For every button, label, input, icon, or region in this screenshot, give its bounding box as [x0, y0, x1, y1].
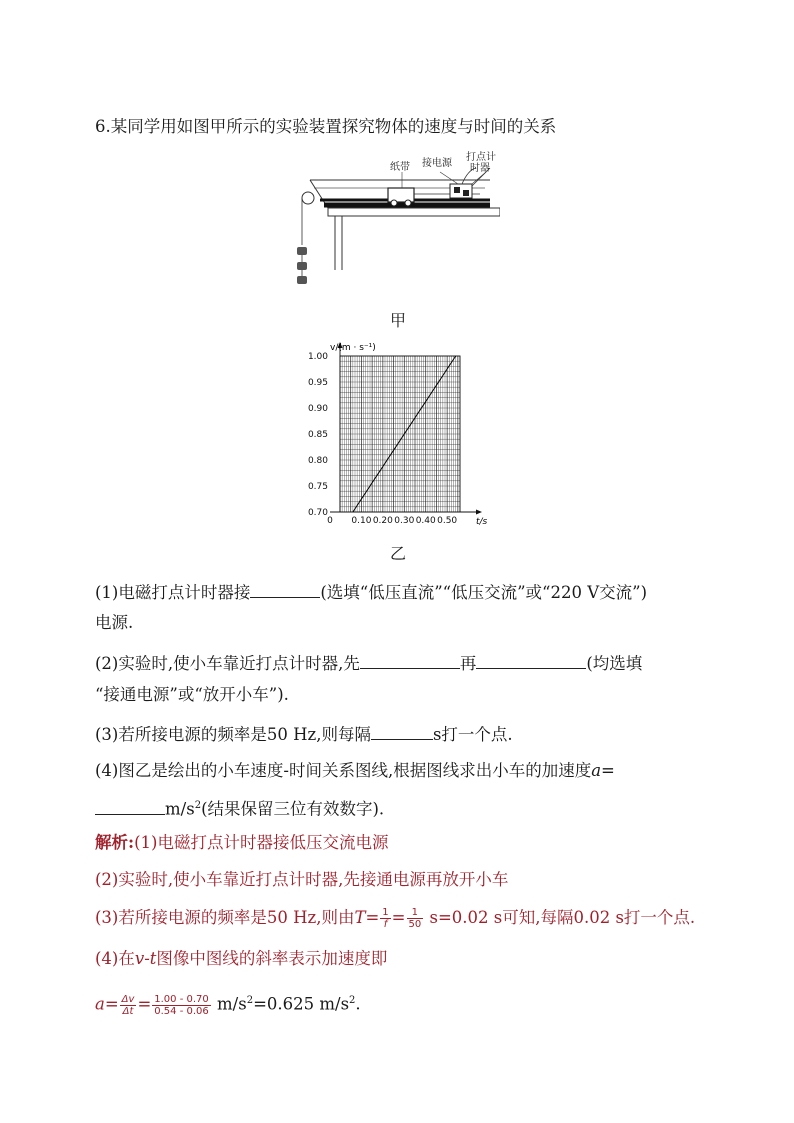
x-tick-label: 0.40 — [415, 516, 436, 526]
a4-f1-numerator: Δv — [121, 993, 135, 1005]
label-power: 接电源 — [422, 158, 452, 169]
y-tick-label: 0.75 — [307, 482, 328, 492]
chart-ylabel: v/(m · s⁻¹) — [330, 343, 376, 353]
a3-f1-denominator: f — [383, 919, 388, 930]
a3-variable: T — [354, 908, 366, 927]
a4-result: =0.625 m/s — [253, 994, 350, 1014]
a4-fraction-2 — [152, 994, 211, 1017]
question-part-4 — [95, 760, 615, 782]
x-tick-label: 0.30 — [394, 516, 415, 526]
q2-second-blank[interactable] — [476, 650, 586, 669]
timer — [450, 184, 472, 198]
a3-equals-2: = — [391, 908, 406, 927]
a4-variable-vt: v-t — [134, 949, 157, 968]
a3-f2-numerator: 1 — [407, 907, 424, 919]
x-tick-label: 0.20 — [372, 516, 393, 526]
q4-text: (4)图乙是绘出的小车速度-时间关系图线,根据图线求出小车的加速度 — [95, 761, 592, 780]
x-axis-arrow — [476, 510, 482, 515]
a4-unit-exponent: 2 — [246, 995, 254, 1006]
q3-prefix: (3)若所接电源的频率是50 Hz,则每隔 — [95, 725, 371, 744]
y-tick-label: 0.70 — [307, 508, 328, 518]
figure-b-caption: 乙 — [390, 544, 407, 563]
a3-equals-1: = — [365, 908, 380, 927]
question-part-2 — [95, 650, 642, 675]
y-tick-label: 0.85 — [307, 430, 328, 440]
q2-middle: 再 — [459, 654, 477, 673]
q4-continuation — [95, 795, 384, 821]
q1-suffix: (选填“低压直流”“低压交流”或“220 V交流”) — [320, 583, 648, 602]
a4-prefix: (4)在 — [95, 949, 135, 968]
y-tick-label: 0.80 — [307, 456, 328, 466]
label-tape: 纸带 — [390, 162, 410, 173]
x-tick-label: 0.50 — [437, 516, 458, 526]
chart-xlabel: t/s — [476, 517, 488, 527]
figure-a-caption: 甲 — [390, 311, 407, 330]
a3-fraction-1 — [380, 907, 390, 930]
a4-text: 图像中图线的斜率表示加速度即 — [156, 949, 388, 968]
x-tick-label: 0.10 — [351, 516, 372, 526]
a3-prefix: (3)若所接电源的频率是50 Hz,则由 — [95, 908, 355, 927]
solution-answer-2: (2)实验时,使小车靠近打点计时器,先接通电源再放开小车 — [95, 870, 509, 889]
a4-f2-denominator: 0.54 - 0.06 — [154, 1005, 209, 1017]
solution-part-1 — [95, 832, 388, 854]
question-part-1 — [95, 579, 647, 604]
q3-answer-blank[interactable] — [371, 721, 433, 740]
q4-variable: a — [591, 761, 602, 780]
a3-f1-numerator: 1 — [382, 907, 389, 918]
a4-variable-a: a — [95, 994, 105, 1014]
a3-f2-denominator: 50 — [408, 919, 422, 930]
q2-prefix: (2)实验时,使小车靠近打点计时器,先 — [95, 654, 360, 673]
a3-suffix: s=0.02 s可知,每隔0.02 s打一个点. — [424, 908, 696, 927]
y-tick-label: 1.00 — [307, 352, 328, 362]
q1-prefix: (1)电磁打点计时器接 — [95, 583, 251, 602]
label-timer-1: 打点计 — [466, 152, 496, 163]
vt-chart — [300, 340, 500, 530]
q4-answer-blank[interactable] — [95, 796, 165, 815]
question-part-3 — [95, 721, 513, 746]
x-tick-label: 0 — [327, 516, 333, 526]
q4-unit: m/s — [165, 799, 195, 819]
a4-f1-denominator: Δt — [122, 1005, 134, 1017]
solution-part-3 — [95, 907, 695, 930]
hanging-weights — [297, 247, 307, 284]
pulley — [302, 192, 314, 204]
y-tick-label: 0.95 — [307, 378, 328, 388]
q1-answer-blank[interactable] — [250, 579, 320, 598]
question-title: 6.某同学用如图甲所示的实验装置探究物体的速度与时间的关系 — [95, 117, 557, 136]
a4-f2-numerator: 1.00 - 0.70 — [154, 993, 209, 1005]
y-tick-label: 0.90 — [307, 404, 328, 414]
solution-label: 解析: — [95, 833, 135, 852]
solution-answer-1: (1)电磁打点计时器接低压交流电源 — [134, 833, 389, 852]
q1-continuation: 电源. — [95, 613, 134, 632]
label-timer-2: 时器 — [470, 163, 490, 174]
q2-first-blank[interactable] — [360, 650, 460, 669]
q3-suffix: s打一个点. — [432, 725, 513, 744]
q4-equals: = — [601, 761, 615, 780]
chart-grid — [330, 342, 482, 515]
q4-unit-exponent: 2 — [194, 800, 202, 811]
q2-continuation: “接通电源”或“放开小车”). — [95, 685, 289, 704]
a3-fraction-2 — [407, 907, 424, 930]
solution-formula: a= $\frac{\Delta v}{\Delta t}$ = $\frac{1.00 - 0.70}{0.54 - 0.06}$ $m/s^2=0.625$ $m/s^2$. — [95, 993, 361, 1017]
solution-part-4 — [95, 948, 387, 970]
q2-suffix: (均选填 — [586, 654, 643, 673]
a4-unit: m/s — [211, 994, 247, 1014]
q4-suffix: (结果保留三位有效数字). — [201, 799, 385, 819]
apparatus-figure — [290, 150, 500, 292]
a4-result-exponent: 2 — [349, 995, 356, 1006]
a4-fraction-1 — [120, 994, 137, 1017]
